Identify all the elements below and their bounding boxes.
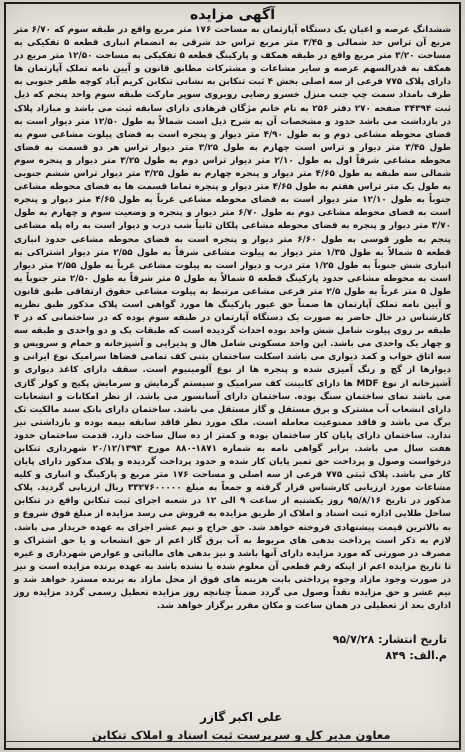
notice-body: ششدانگ عرصه و اعیان یک دستگاه آپارتمان به مساحت ۱۷۶ متر مربع واقع در طبقه سوم که ۶/۷۰ متر مربع آن تراس حد شمالی و ۳/۴۵ متر مربع تراس حد شرقی به انضمام انباری قطعه ۵ تفکیکی به مساحت ۳/۲۰ متر مربع واقع در طبقه همکف و پارکینگ قطعه ۵ تفکیکی به مساحت ۱۲/۵۰ متر مربع در همکف به قدرالسهم عرصه و سایر مشاعات و مشترکات مطابق قانون و آیین نامه تملک آپارتمان ها دارای پلاک ۷۷۵ فرعی از سه اصلی بخش ۴ ثبت تنکابن به نشانی تنکابن کریم آباد کوچه ظفر جنوبی به طرف بامداد سمت چپ جنب منزل خسرو رضایی روبروی سوپر مارکت طبقه سوم واحد پنجم که ذیل ثبت ۳۴۳۹۴ صفحه ۲۷۰ دفتر ۲۵۶ به نام خانم مژگان فرهادی دارای سابقه ثبت می باشد و مبازاد پلاک در بازداشت می باشد حدود و مشخصات آن به شرح ذیل است شمالاً به طول ۱۲/۵۰ متر دیوار است به فضای محوطه مشاعی دوم و به طول ۴/۹۰ متر دیوار و پنجره است به فضای پیلوت مشاعی سوم به طول ۳/۴۵ متر دیوار و تراس است چهارم به طول ۳/۲۵ متر دیوار تراس هر دو قسمت به فضای محوطه مشاعی شرقاً اول به طول ۲/۱۰ متر دیوار تراس دوم به طول ۳/۲۵ متر دیوار و پنجره سوم شمالی سه طبقه به طول ۴/۶۵ متر دیوار و پنجره چهارم به طول ۳/۲۵ متر دیوار تراس ششم جنوبی به طول یک متر تراس هفتم به طول ۴/۶۵ متر دیوار و پنجره تماما قسمت ها به فضای محوطه مشاعی جنوباً به طول ۱۲/۱۰ متر دیوار است به فضای محوطه مشاعی غرباً به طول ۴/۶۵ متر دیوار و پنجره است به فضای محوطه مشاعی دوم به طول ۶/۷۰ متر دیوار و پنجره و وضعیت سوم و چهارم به طول ۳/۷۰ متر دیوار و پنجره به فضای محوطه مشاعی پلکان ثانیاً شب درب و دیوار است به راه پله مشاعی پنجم به طور قوسی به طول ۶/۶۰ متر دیوار و پنجره است به فضای محوطه مشاعی حدود انباری قطعه ۵ شمالاً به طول ۱/۳۵ متر دیوار به پیلوت مشاعی شرقاً به طول ۲/۵۵ متر دیوار اشتراکی به انباری شش جنوباً به طول ۱/۲۵ متر درب و دیوار است به پیلوت مشاعی غرباً به طول ۲/۵۵ متر دیوار است به محوطه مشاعی حدود پارکینگ قطعه ۵ شمالاً به طول ۵ متر شرقاً به طول ۲/۵۰ متر جنوباً به طول ۵ متر غرباً به طول ۲/۵ متر فرعی مشاعی مرتبط به پیلوت مشاعی حقوق ارتفاقی طبق قانون و آیین نامه تملک آپارتمان ها ضمناً حق عبور پارکینگ ها مورد گواهی است پلاک مذکور طبق نظریه کارشناس در حال حاضر به صورت یک دستگاه آپارتمان در طبقه سوم بوده که در ساختمانی که در ۴ طبقه بر روی پیلوت شامل شش واحد بوده احداث گردیده است که طبقات یک و دو واحدی و طبقه سه و چهار یک واحدی می باشد. این واحد مسکونی شامل هال و پذیرایی و آشپزخانه و حمام و سرویس و سه اتاق خواب و کمد دیواری می باشد اسکلت ساختمان بتنی کف تمامی فضاها سرامیک نوع ایرانی و دیوارها از گچ و رنگ آمیزی شده و پنجره ها از نوع آلومینیوم است. سقف دارای کاغذ دیواری و آشپزخانه از نوع MDF ها دارای کابینت کف سرامیک و سیستم گرمایش و سرمایش پکیج و کولر گازی می باشد نمای ساختمان سنگ بوده. ساختمان دارای آسانسور می باشد. از نظر امکانات و انشعابات دارای انشعاب آب مشترک و برق مستقل و گاز مستقل می باشد. ساختمان دارای بانک سند مالکیت تک برگ می باشد و فاقد ممنوعیت معامله است. ملک مورد نظر فاقد سابقه بیمه بوده و بازداشتی نیز ندارد. ساختمان دارای پایان کار ساختمان بوده و کمتر از ده سال ساخت دارد. قدمت ساختمان حدود هفت سال می باشد. برابر گواهی نامه به شماره ۱۸۷۱-۸۸۰ مورخ ۲۰/۱۲/۱۳۹۳ شهرداری تنکابن درخواست وصول و پرداخت حق تمبر پایان کار شده و حدود پرداخت گردیده و پلاک مذکور دارای پایان کار می باشد. پلاک ثبتی ۷۷۵ فرعی از سه اصلی و مساحت ۱۷۶ متر مربع و پارکینگ و انباری و کلیه مشاعات مورد ارزیابی کارشناس قرار گرفته و جمعاً به مبلغ ۳۳۲۷۶۰۰۰۰۰ ریال ارزیابی گردید. پلاک مذکور در تاریخ ۹۵/۸/۱۶ روز یکشنبه از ساعت ۹ الی ۱۲ در شعبه اجرای ثبت تنکابن واقع در تنکابن ساحل طلایی اداره ثبت اسناد و املاک از طریق مزایده به فروش می رسد مزایده از مبلغ فوق شروع و به بالاترین قیمت پیشنهادی فروخته خواهد شد. حق حراج و نیم عشر اجرای به عهده خریدار می باشد. لازم به ذکر است پرداخت بدهی های مربوط به آب برق گاز اعم از حق انشعاب و یا حق اشتراک و مصرف در صورتی که مورد مزایده دارای آنها باشد و نیز بدهی های مالیاتی و عوارض شهرداری و غیره تا تاریخ مزایده اعم از اینکه رقم قطعی آن معلوم شده یا نشده باشد به عهده برنده مزایده است و نیز در صورت وجود مازاد وجوه پرداختی بابت هزینه های فوق از محل مازاد به برنده مسترد خواهد شد و نیم عشر و حق مزایده نقداً وصول می گردد ضمناً چنانچه روز مزایده تعطیل رسمی گردد مزایده روز اداری بعد از تعطیلی در همان ساعت و مکان مقرر برگزار خواهد شد. xyxy=(14,25,452,612)
publication-date: تاریخ انتشار: ۹۵/۷/۲۸ xyxy=(332,633,447,646)
reference-number: م.الف: ۸۴۹ xyxy=(385,649,447,662)
notice-footer xyxy=(14,632,451,742)
signature-block xyxy=(92,708,390,744)
signatory-name: علی اکبر گازر xyxy=(200,710,283,724)
page-edge-strip xyxy=(4,741,461,750)
notice-heading: آگهی مزایده xyxy=(189,7,275,23)
auction-notice-box xyxy=(4,2,461,750)
signatory-title: معاون مدیر کل و سرپرست ثبت اسناد و املاک تنکابن xyxy=(92,728,391,742)
